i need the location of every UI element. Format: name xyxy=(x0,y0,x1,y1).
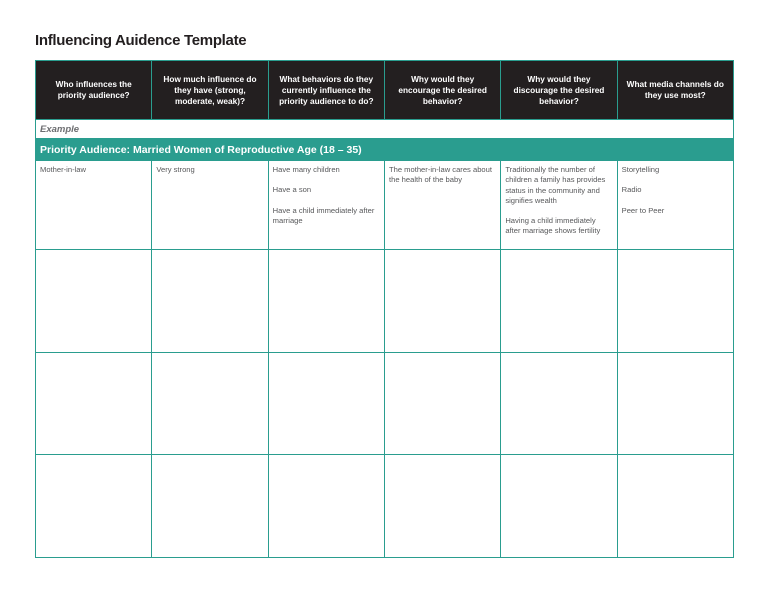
empty-cell[interactable] xyxy=(36,352,152,455)
cell-text: Have a son xyxy=(272,185,312,195)
header-influence-level: How much influence do they have (strong, moderate, weak)? xyxy=(152,61,268,120)
header-discourage-reason: Why would they discourage the desired behavior? xyxy=(501,61,617,120)
priority-audience-banner: Priority Audience: Married Women of Reproductive Age (18 – 35) xyxy=(36,139,734,161)
cell-text: Have many children xyxy=(272,165,340,174)
empty-cell[interactable] xyxy=(36,455,152,558)
empty-cell[interactable] xyxy=(501,455,617,558)
priority-audience-row xyxy=(36,139,734,161)
cell-text: Traditionally the number of children a family has provides status in the community and signifies wealth xyxy=(505,165,606,205)
example-cell-influence xyxy=(152,161,268,250)
empty-row xyxy=(36,455,734,558)
header-row xyxy=(36,61,734,120)
empty-cell[interactable] xyxy=(617,250,733,353)
empty-row xyxy=(36,250,734,353)
cell-text: Peer to Peer xyxy=(621,205,665,215)
cell-text: Radio xyxy=(621,185,642,195)
empty-cell[interactable] xyxy=(268,250,384,353)
empty-cell[interactable] xyxy=(384,250,500,353)
cell-text: Very strong xyxy=(156,165,195,174)
empty-cell[interactable] xyxy=(617,455,733,558)
cell-text: Storytelling xyxy=(621,165,660,174)
example-cell-behaviors xyxy=(268,161,384,250)
cell-text: Mother-in-law xyxy=(40,165,86,174)
example-cell-discourage xyxy=(501,161,617,250)
empty-cell[interactable] xyxy=(152,250,268,353)
example-cell-media xyxy=(617,161,733,250)
empty-cell[interactable] xyxy=(268,455,384,558)
header-current-behaviors: What behaviors do they currently influence the priority audience to do? xyxy=(268,61,384,120)
example-label: Example xyxy=(36,120,734,139)
empty-cell[interactable] xyxy=(501,352,617,455)
empty-cell[interactable] xyxy=(152,352,268,455)
empty-row xyxy=(36,352,734,455)
empty-cell[interactable] xyxy=(384,455,500,558)
empty-cell[interactable] xyxy=(384,352,500,455)
cell-text: The mother-in-law cares about the health of the baby xyxy=(388,165,492,185)
empty-cell[interactable] xyxy=(617,352,733,455)
empty-cell[interactable] xyxy=(268,352,384,455)
example-label-row xyxy=(36,120,734,139)
influencing-audience-table xyxy=(35,60,734,558)
header-who-influences: Who influences the priority audience? xyxy=(36,61,152,120)
example-cell-who xyxy=(36,161,152,250)
example-cell-encourage xyxy=(384,161,500,250)
cell-text: Have a child immediately after marriage xyxy=(272,205,375,225)
page-title: Influencing Auidence Template xyxy=(35,32,247,49)
cell-text: Having a child immediately after marriage shows fertility xyxy=(505,216,601,236)
empty-cell[interactable] xyxy=(152,455,268,558)
header-encourage-reason: Why would they encourage the desired behavior? xyxy=(384,61,500,120)
example-data-row xyxy=(36,161,734,250)
header-media-channels: What media channels do they use most? xyxy=(617,61,733,120)
empty-cell[interactable] xyxy=(36,250,152,353)
empty-cell[interactable] xyxy=(501,250,617,353)
